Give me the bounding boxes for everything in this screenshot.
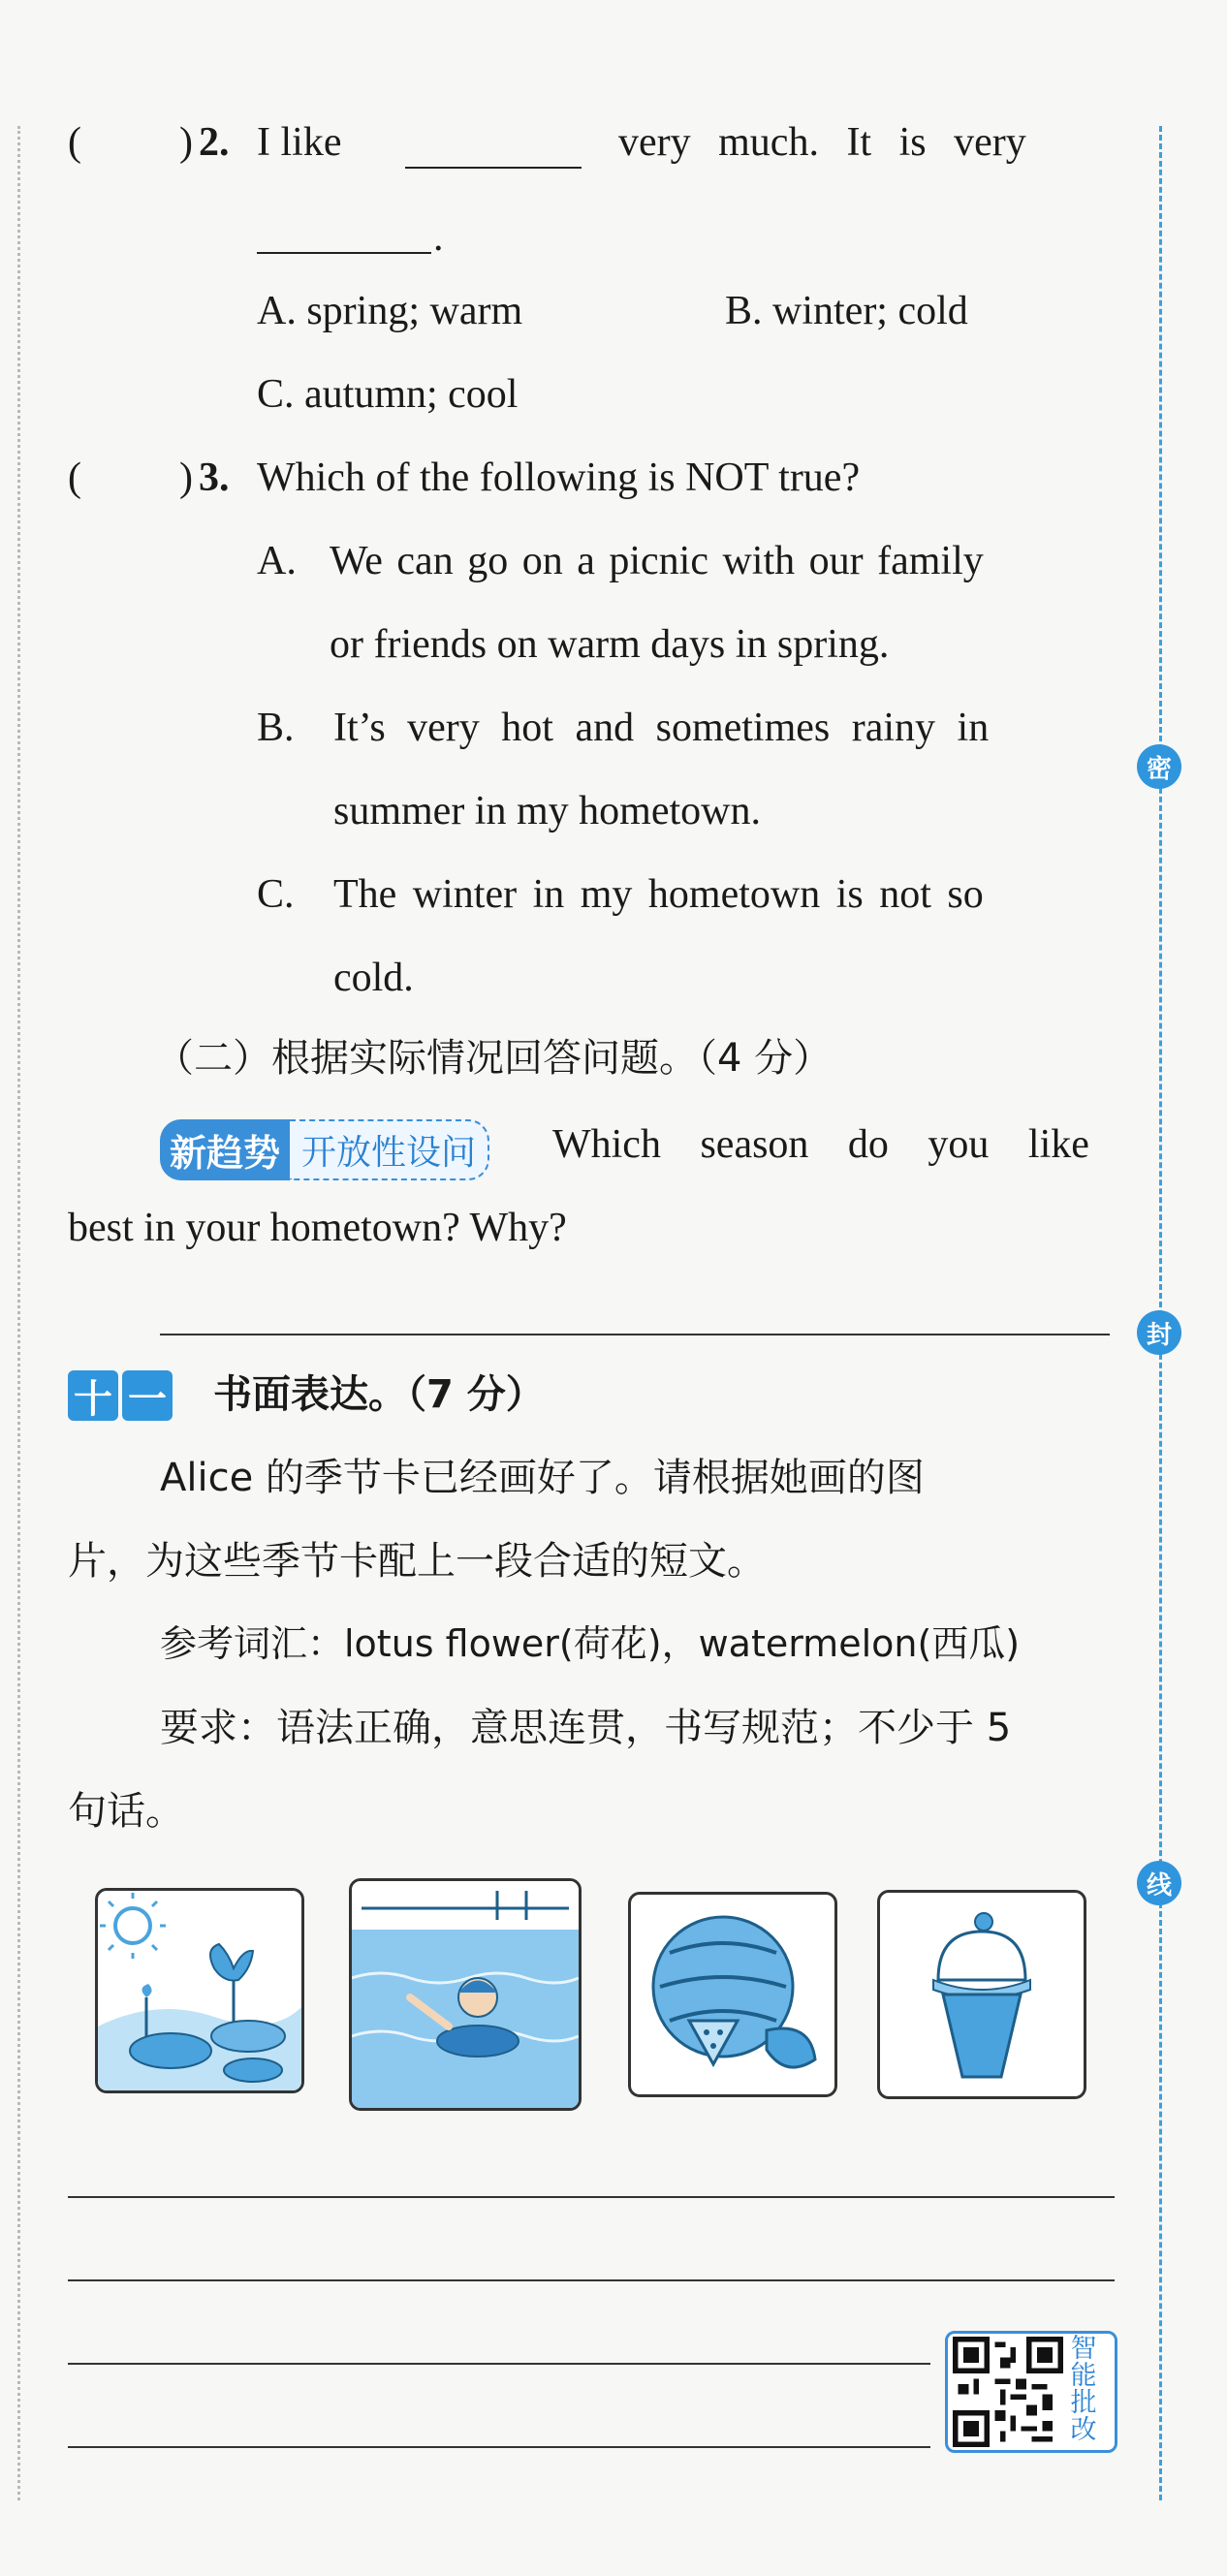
q2-end-period: . — [433, 215, 444, 260]
section11-title: 书面表达。（7 分） — [213, 1372, 545, 1417]
section-number-one: 一 — [122, 1370, 173, 1421]
q2-answer-paren-close[interactable]: ) — [179, 120, 193, 165]
q3-answer-paren-open: ( — [68, 456, 81, 500]
qr-label-char-4: 改 — [1070, 2415, 1097, 2445]
q3-option-b-line2: summer in my hometown. — [333, 789, 761, 833]
swimming-pool-picture — [349, 1878, 582, 2111]
writing-line-4[interactable] — [68, 2446, 930, 2448]
q2-option-b: B. winter; cold — [725, 289, 968, 333]
badge-sub-label: 开放性设问 — [290, 1119, 489, 1180]
part2-answer-line[interactable] — [160, 1334, 1110, 1335]
section11-requirement-line2: 句话。 — [68, 1789, 184, 1834]
qr-label-char-1: 智 — [1070, 2334, 1097, 2364]
q2-text-b: very much. It is very — [618, 120, 1026, 165]
part2-heading: （二）根据实际情况回答问题。（4 分） — [155, 1036, 833, 1081]
seal-feng: 封 — [1137, 1310, 1181, 1355]
writing-line-3[interactable] — [68, 2363, 930, 2365]
q2-text-a: I like — [257, 120, 342, 165]
q2-blank-2[interactable] — [257, 252, 431, 254]
section11-requirement-line1: 要求：语法正确，意思连贯，书写规范；不少于 5 — [160, 1706, 1012, 1750]
ice-cream-picture — [877, 1890, 1086, 2099]
writing-line-1[interactable] — [68, 2196, 1115, 2198]
q2-option-c: C. autumn; cool — [257, 372, 519, 417]
q3-number: 3. — [199, 456, 230, 500]
section-number-11 — [68, 1370, 173, 1421]
q3-option-a-line2: or friends on warm days in spring. — [330, 622, 890, 667]
q3-option-c-label: C. — [257, 872, 295, 917]
watermelon-picture — [628, 1892, 837, 2097]
qr-label — [1068, 2334, 1099, 2450]
part2-question-line2: best in your hometown? Why? — [68, 1206, 567, 1250]
section-number-ten: 十 — [68, 1370, 118, 1421]
q3-option-c-line1: The winter in my hometown is not so — [333, 872, 984, 917]
writing-line-2[interactable] — [68, 2279, 1115, 2281]
binding-dotted-line — [17, 126, 20, 2500]
q3-option-a-line1: We can go on a picnic with our family — [330, 539, 984, 583]
q2-number: 2. — [199, 120, 230, 165]
q3-option-a-label: A. — [257, 539, 297, 583]
smart-grading-qr-code[interactable] — [945, 2331, 1117, 2453]
section11-intro-line1: Alice 的季节卡已经画好了。请根据她画的图 — [160, 1456, 925, 1500]
qr-code-icon — [951, 2337, 1065, 2447]
seal-xian: 线 — [1137, 1861, 1181, 1905]
q3-answer-paren-close[interactable]: ) — [179, 456, 193, 500]
q2-blank-1[interactable] — [405, 167, 582, 169]
q3-question: Which of the following is NOT true? — [257, 456, 861, 500]
lotus-pond-picture — [95, 1888, 304, 2093]
qr-label-char-3: 批 — [1070, 2388, 1097, 2418]
q2-answer-paren-open: ( — [68, 120, 81, 165]
new-trend-badge — [160, 1119, 489, 1180]
seal-mi: 密 — [1137, 744, 1181, 789]
q3-option-b-line1: It’s very hot and sometimes rainy in — [333, 706, 990, 750]
badge-main-label: 新趋势 — [160, 1119, 290, 1180]
q3-option-b-label: B. — [257, 706, 295, 750]
section11-intro-line2: 片，为这些季节卡配上一段合适的短文。 — [68, 1539, 766, 1584]
q3-option-c-line2: cold. — [333, 956, 414, 1000]
qr-label-char-2: 能 — [1070, 2361, 1097, 2391]
section11-vocab: 参考词汇：lotus flower(荷花)，watermelon(西瓜) — [160, 1622, 1021, 1665]
q2-option-a: A. spring; warm — [257, 289, 523, 333]
part2-question-line1: Which season do you like — [552, 1122, 1089, 1167]
